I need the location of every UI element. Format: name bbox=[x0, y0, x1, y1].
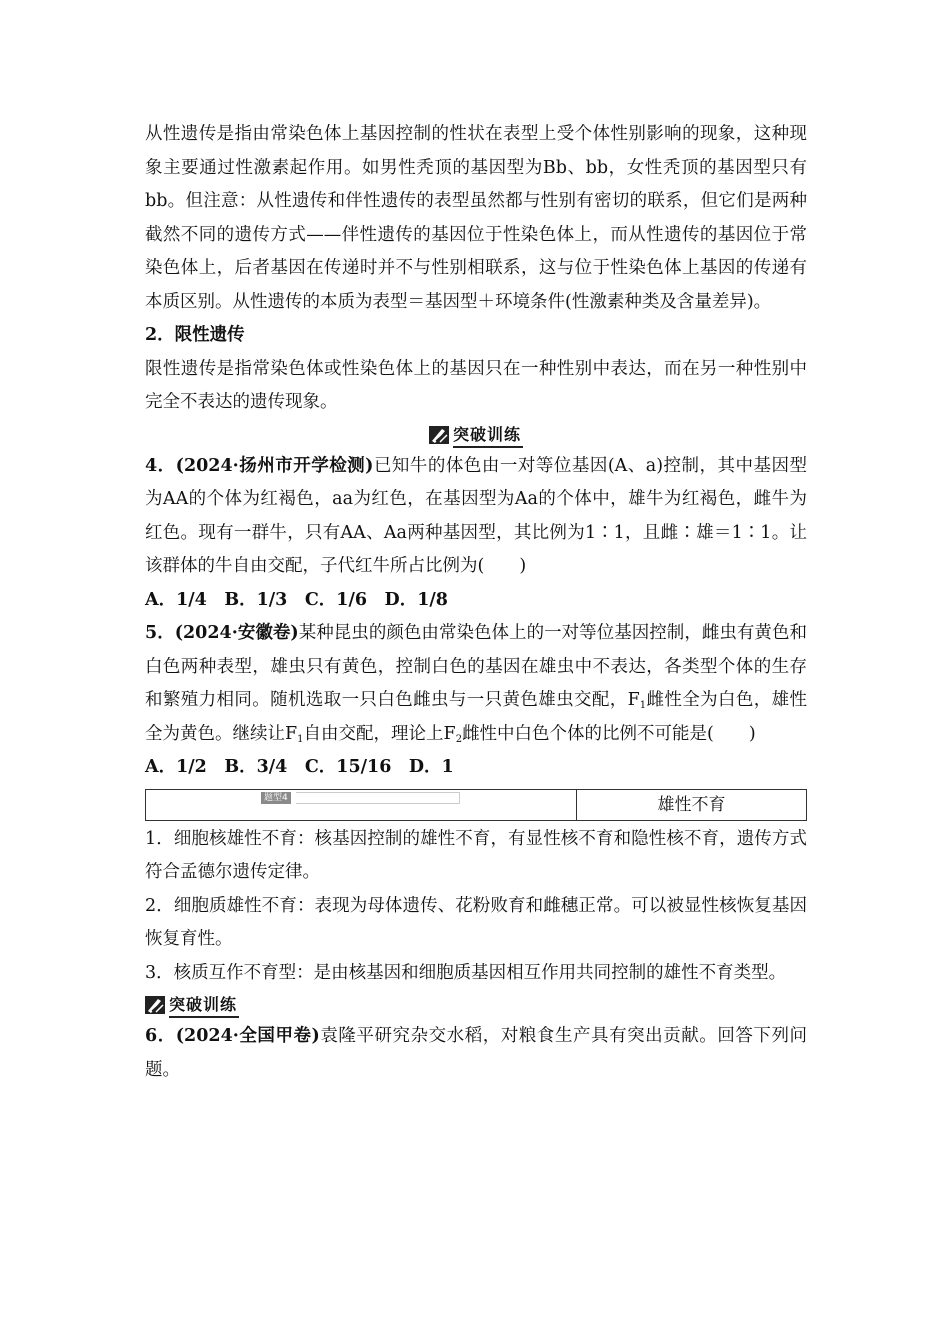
topic-tag-bar bbox=[296, 792, 460, 804]
heading-sex-limited: 2．限性遗传 bbox=[145, 325, 245, 345]
topic-tag: 题型4 bbox=[261, 792, 291, 804]
question-5-options: A．1/2 B．3/4 C．15/16 D．1 bbox=[145, 757, 454, 777]
question-4 bbox=[145, 450, 807, 584]
paragraph-sex-influenced: 从性遗传是指由常染色体上基因控制的性状在表型上受个体性别影响的现象，这种现象主要通过性激素起作用。如男性秃顶的基因型为Bb、bb，女性秃顶的基因型只有bb。但注意：从性遗传和伴性遗传的表型虽然都与性别有密切的联系，但它们是两种截然不同的遗传方式——伴性遗传的基因位于性染色体上，而从性遗传的基因位于常染色体上，后者基因在传递时并不与性别相联系，这与位于性染色体上基因的传递有本质区别。从性遗传的本质为表型＝基因型＋环境条件(性激素种类及含量差异)。 bbox=[145, 124, 807, 312]
practice-badge-2 bbox=[145, 990, 807, 1020]
topic-tag-cell bbox=[146, 790, 577, 820]
practice-badge-label: 突破训练 bbox=[453, 422, 523, 448]
question-5-number: 5．(2024·安徽卷) bbox=[145, 623, 299, 643]
topic-title: 雄性不育 bbox=[657, 794, 726, 815]
document-page bbox=[145, 118, 807, 1087]
practice-badge-label: 突破训练 bbox=[169, 992, 239, 1018]
question-6 bbox=[145, 1020, 807, 1087]
male-sterility-item-1: 1．细胞核雄性不育：核基因控制的雄性不育，有显性核不育和隐性核不育，遗传方式符合孟德尔遗传定律。 bbox=[145, 828, 807, 882]
pen-icon bbox=[429, 426, 449, 444]
question-4-number: 4．(2024·扬州市开学检测) bbox=[145, 455, 374, 476]
topic-header-table bbox=[145, 789, 807, 821]
male-sterility-item-2: 2．细胞质雄性不育：表现为母体遗传、花粉败育和雌穗正常。可以被显性核恢复基因恢复育性。 bbox=[145, 895, 807, 949]
question-5: 5．(2024·安徽卷)某种昆虫的颜色由常染色体上的一对等位基因控制，雌虫有黄色和白色两种表型，雄虫只有黄色，控制白色的基因在雄虫中不表达，各类型个体的生存和繁殖力相同。随机选取一只白色雌虫与一只黄色雄虫交配，$F_1$雌性全为白色，雄性全为黄色。继续让$F_1$自由交配，理论上$F_2$雌性中白色个体的比例不可能是( ) bbox=[145, 623, 808, 745]
pen-icon bbox=[145, 996, 165, 1014]
question-6-text: 袁隆平研究杂交水稻，对粮食生产具有突出贡献。回答下列问题。 bbox=[145, 1026, 807, 1080]
practice-badge-1 bbox=[145, 420, 807, 450]
question-4-text: 已知牛的体色由一对等位基因(A、a)控制，其中基因型为AA的个体为红褐色，aa为红色，在基因型为Aa的个体中，雄牛为红褐色，雌牛为红色。现有一群牛，只有AA、Aa两种基因型，其比例为1∶1，且雌∶雄＝1∶1。让该群体的牛自由交配，子代红牛所占比例为( ) bbox=[145, 455, 807, 576]
question-6-number: 6．(2024·全国甲卷) bbox=[145, 1026, 320, 1046]
male-sterility-item-3: 3．核质互作不育型：是由核基因和细胞质基因相互作用共同控制的雄性不育类型。 bbox=[145, 962, 787, 983]
paragraph-sex-limited: 限性遗传是指常染色体或性染色体上的基因只在一种性别中表达，而在另一种性别中完全不表达的遗传现象。 bbox=[145, 358, 807, 412]
question-4-options: A．1/4 B．1/3 C．1/6 D．1/8 bbox=[145, 589, 448, 610]
